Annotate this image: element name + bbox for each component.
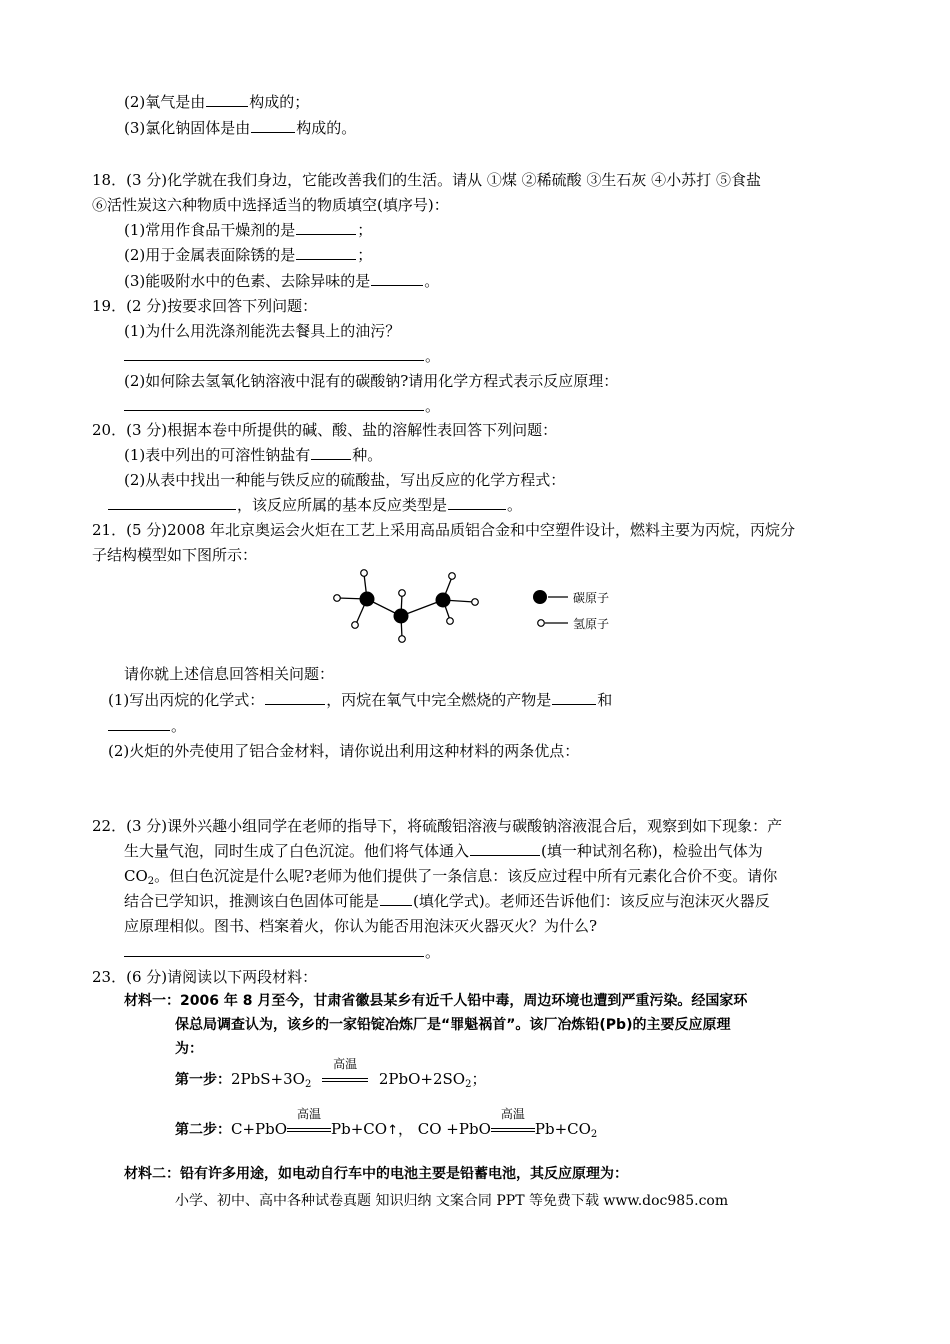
hydrogen-atom — [447, 618, 454, 625]
q23-step1-equation: 第一步：$2PbS+3O_2$ 高温 $2PbO+2SO_2$； — [175, 1057, 487, 1090]
q21-stem-1: 21．(5 分)2008 年北京奥运会火炬在工艺上采用高品质铝合金和中空塑件设计，燃料主要为丙烷，丙烷分 — [92, 521, 796, 539]
carbon-atom — [436, 593, 451, 608]
q22-line5: 应原理相似。图书、档案着火，你认为能否用泡沫灭火器灭火？为什么? — [124, 917, 598, 935]
hydrogen-atom — [334, 595, 341, 602]
legend-hydrogen-label: 氢原子 — [573, 617, 610, 631]
reaction-condition: 高温 — [491, 1119, 535, 1139]
q19-sub2: (2)如何除去氢氧化钠溶液中混有的碳酸钠?请用化学方程式表示反应原理： — [124, 372, 619, 390]
propane-molecule-model — [320, 562, 640, 652]
hydrogen-atom — [449, 573, 456, 580]
carbon-atom — [360, 592, 375, 607]
q19-answer-line-1: 。 — [124, 346, 440, 366]
answer-blank[interactable] — [124, 396, 424, 411]
q20-stem: 20．(3 分)根据本卷中所提供的碱、酸、盐的溶解性表回答下列问题： — [92, 421, 558, 439]
q19-sub1: (1)为什么用洗涤剂能洗去餐具上的油污？ — [124, 322, 401, 340]
hydrogen-atom — [361, 570, 368, 577]
legend-carbon-symbol — [533, 590, 547, 604]
answer-blank[interactable] — [251, 118, 295, 133]
q21-prompt: 请你就上述信息回答相关问题： — [124, 665, 335, 683]
legend-carbon-label: 碳原子 — [573, 591, 610, 605]
carbon-atom — [394, 609, 409, 624]
q20-sub1: (1)表中列出的可溶性钠盐有 种。 — [124, 446, 383, 464]
hydrogen-atom — [472, 599, 479, 606]
answer-blank[interactable] — [108, 495, 236, 510]
answer-blank[interactable] — [470, 841, 540, 856]
q20-sub2: (2)从表中找出一种能与铁反应的硫酸盐，写出反应的化学方程式： — [124, 471, 566, 489]
answer-blank[interactable] — [206, 92, 248, 107]
legend-hydrogen-symbol — [538, 620, 545, 627]
q22-line4: 结合已学知识，推测该白色固体可能是 (填化学式)。老师还告诉他们：该反应与泡沫灭火器反 — [124, 892, 770, 910]
q22-line3: $CO_2$。但白色沉淀是什么呢?老师为他们提供了一条信息：该反应过程中所有元素化合价不变。请你 — [124, 867, 778, 887]
q23-step2-equation: 第二步：C+PbO 高温 Pb+CO↑， CO +PbO 高温 $Pb+CO_2$ — [175, 1107, 598, 1140]
q19-stem: 19．(2 分)按要求回答下列问题： — [92, 297, 318, 315]
hydrogen-atom — [352, 622, 359, 629]
answer-blank[interactable] — [380, 891, 412, 906]
answer-blank[interactable] — [371, 271, 423, 286]
reaction-condition: 高温 — [287, 1119, 331, 1139]
q18-sub2: (2)用于金属表面除锈的是 ； — [124, 246, 373, 264]
q22-line1: 22．(3 分)课外兴趣小组同学在老师的指导下，将硫酸铝溶液与碳酸钠溶液混合后，观察到如下现象：产 — [92, 817, 783, 835]
q19-answer-line-2: 。 — [124, 396, 440, 416]
q18-sub3: (3)能吸附水中的色素、去除异味的是 。 — [124, 272, 440, 290]
hydrogen-atoms — [334, 570, 479, 643]
q18-stem-2: ⑥活性炭这六种物质中选择适当的物质填空(填序号)： — [92, 196, 449, 214]
answer-blank[interactable] — [265, 690, 325, 705]
q23-material1-line3: 为： — [175, 1041, 203, 1057]
reaction-condition: 高温 — [322, 1069, 368, 1089]
q18-stem-1: 18．(3 分)化学就在我们身边，它能改善我们的生活。请从 ①煤 ②稀硫酸 ③生石灰 ④小苏打 ⑤食盐 — [92, 171, 761, 189]
answer-blank[interactable] — [448, 495, 506, 510]
q21-sub1: (1)写出丙烷的化学式： ，丙烷在氧气中完全燃烧的产物是 和 — [108, 691, 613, 709]
q22-line2: 生大量气泡，同时生成了白色沉淀。他们将气体通入 (填一种试剂名称)，检验出气体为 — [124, 842, 763, 860]
answer-blank[interactable] — [311, 445, 351, 460]
answer-blank[interactable] — [124, 942, 424, 957]
answer-blank[interactable] — [296, 220, 356, 235]
q23-material2: 材料二：铅有许多用途，如电动自行车中的电池主要是铅蓄电池，其反应原理为： — [124, 1166, 628, 1182]
q21-stem-2: 子结构模型如下图所示： — [92, 546, 258, 564]
q20-sub3: ，该反应所属的基本反应类型是 。 — [108, 495, 522, 515]
q17-line2: (2)氧气是由 构成的； — [124, 93, 310, 111]
answer-blank[interactable] — [296, 245, 356, 260]
page-footer: 小学、初中、高中各种试卷真题 知识归纳 文案合同 PPT 等免费下载 www.doc985.com — [175, 1193, 729, 1209]
carbon-atoms — [360, 592, 451, 624]
answer-blank[interactable] — [124, 346, 424, 361]
answer-blank[interactable] — [552, 690, 596, 705]
q17-line3: (3)氯化钠固体是由 构成的。 — [124, 119, 357, 137]
hydrogen-atom — [399, 590, 406, 597]
hydrogen-atom — [399, 636, 406, 643]
q21-sub2: (2)火炬的外壳使用了铝合金材料，请你说出利用这种材料的两条优点： — [108, 742, 580, 760]
q18-sub1: (1)常用作食品干燥剂的是 ； — [124, 221, 373, 239]
q23-material1-line1: 材料一：2006 年 8 月至今，甘肃省徽县某乡有近千人铅中毒，周边环境也遭到严重污染。经国家环 — [124, 993, 748, 1009]
q22-answer-line: 。 — [124, 942, 440, 962]
answer-blank[interactable] — [108, 716, 170, 731]
q21-sub1-cont: 。 — [108, 716, 186, 736]
q23-material1-line2: 保总局调查认为，该乡的一家铅锭冶炼厂是“罪魁祸首”。该厂冶炼铅(Pb)的主要反应原理 — [175, 1017, 731, 1033]
q23-stem: 23．(6 分)请阅读以下两段材料： — [92, 968, 318, 986]
